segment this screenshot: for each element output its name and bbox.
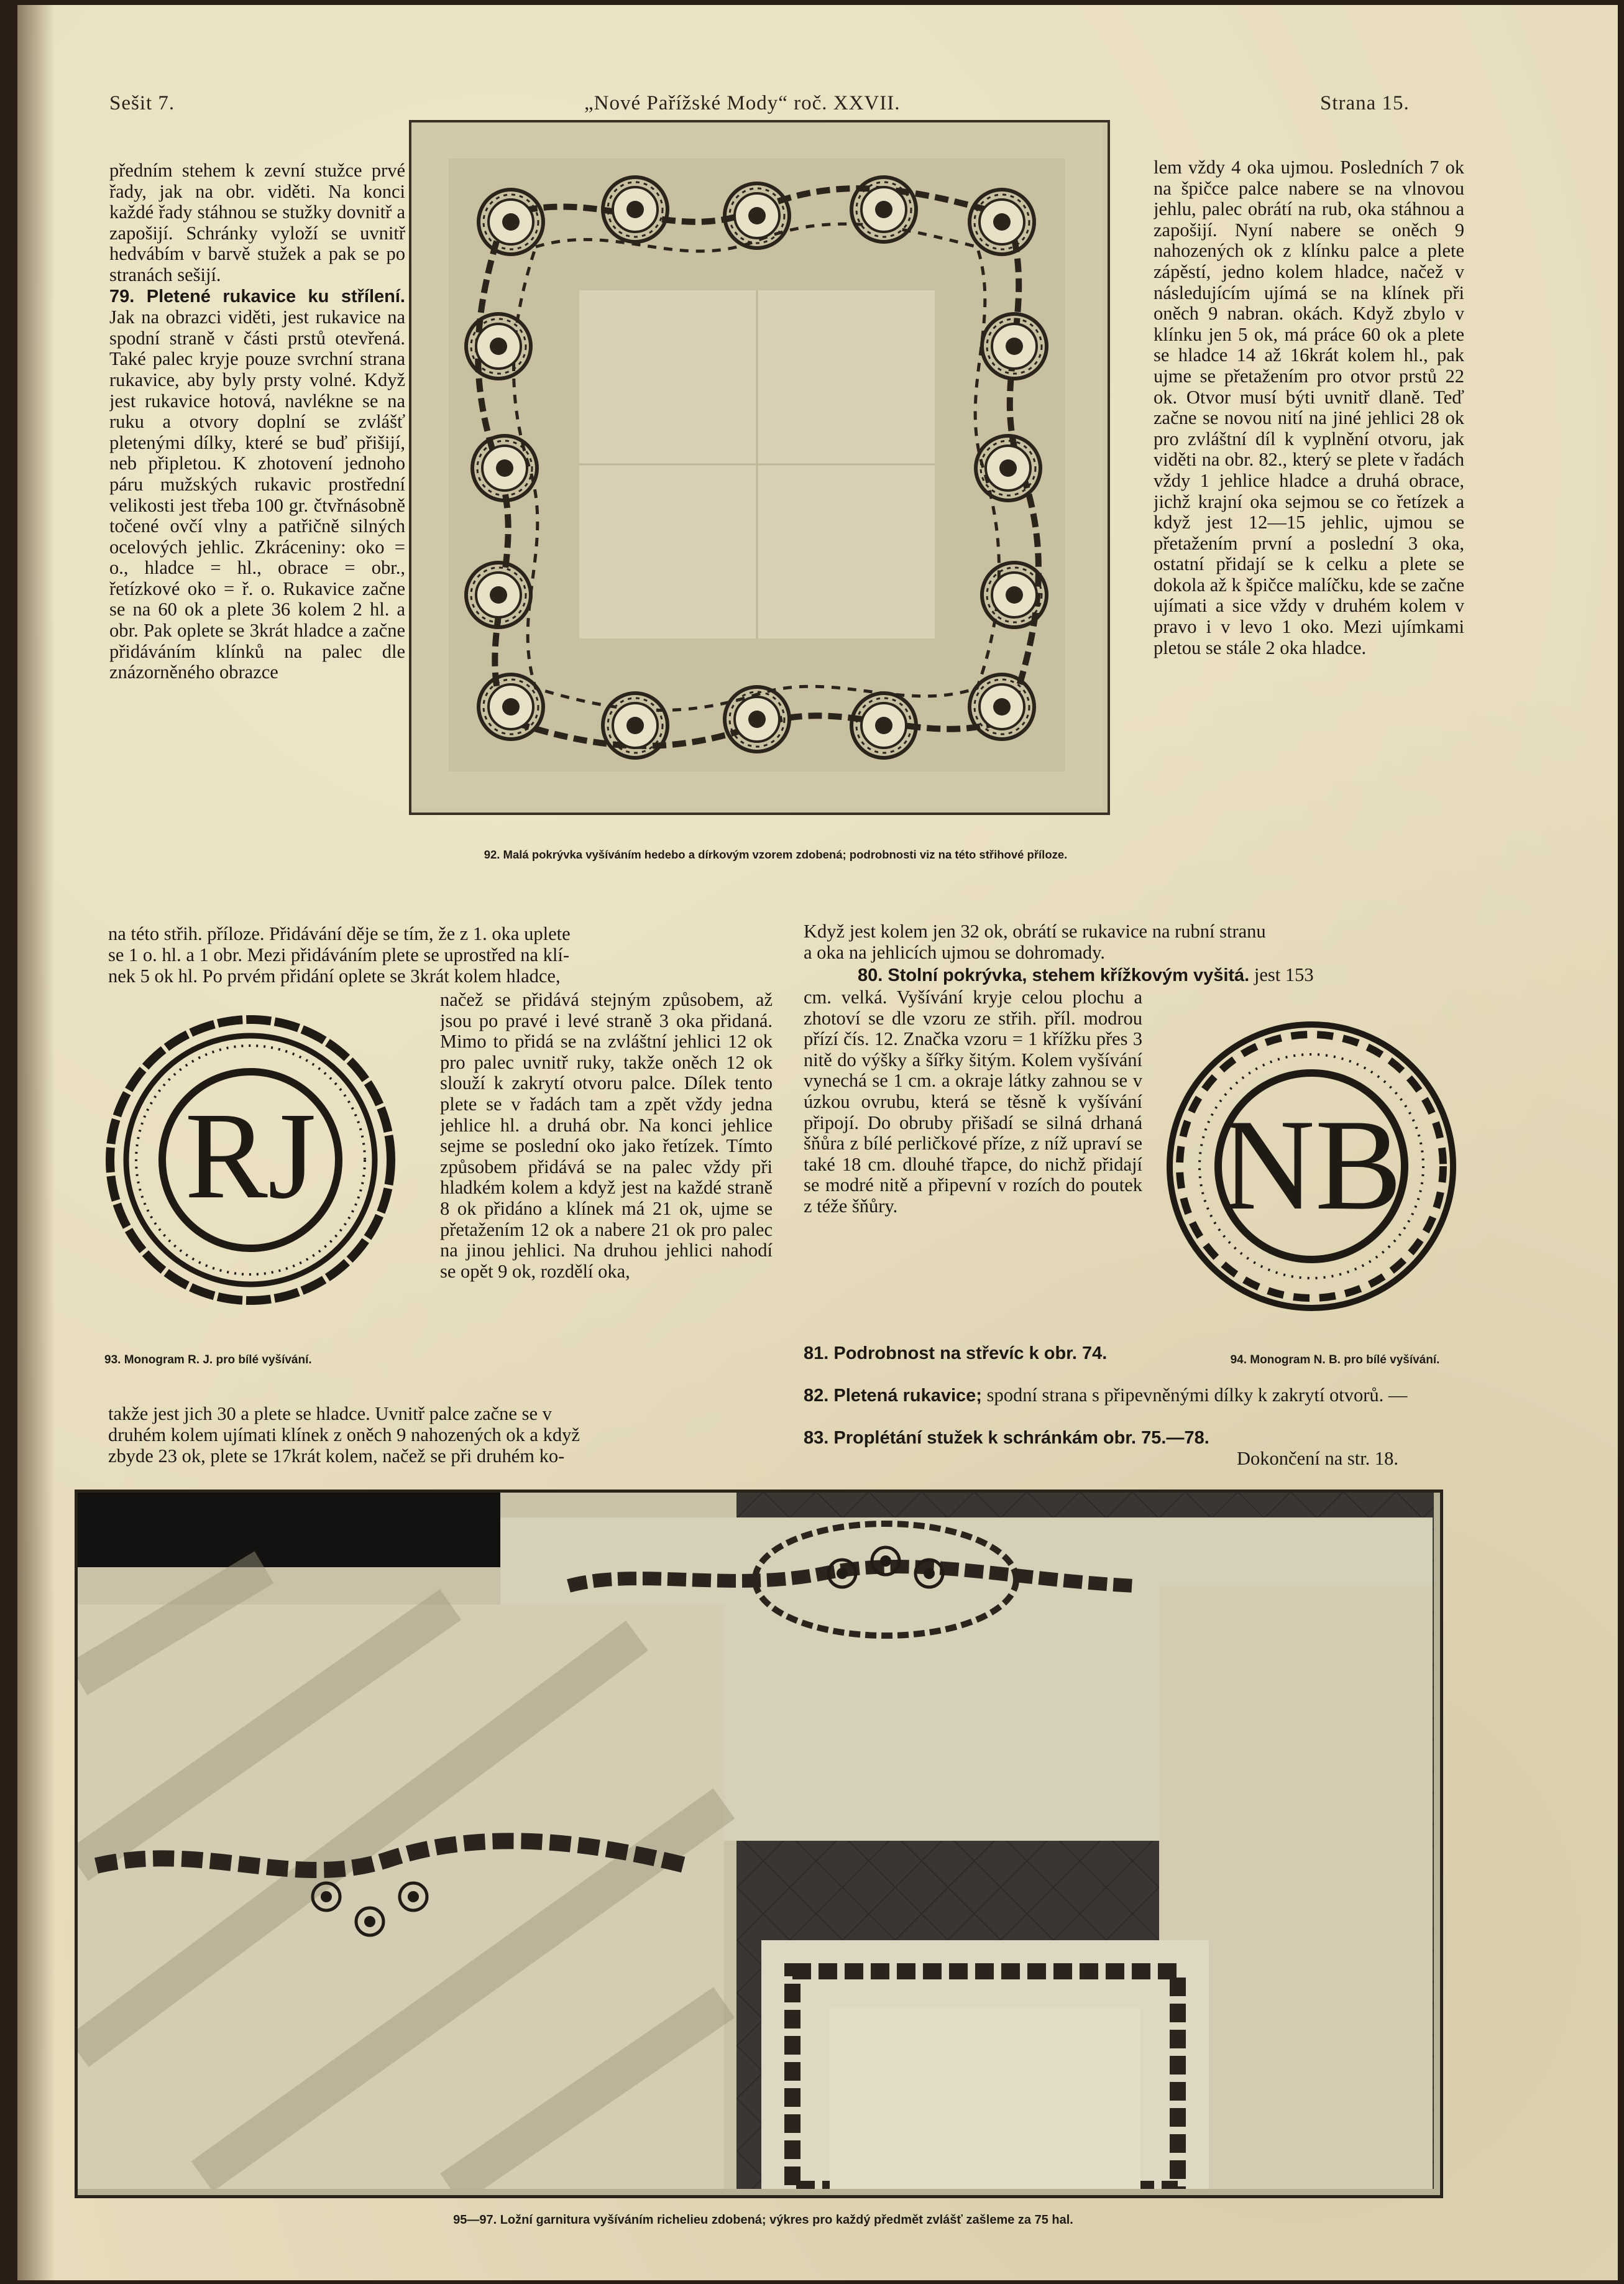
section-80-column [804,987,1142,1340]
section-80-lead: jest 153 [1254,964,1314,985]
figure-93-caption: 93. Monogram R. J. pro bílé vyšívání. [104,1353,312,1366]
monogram-rj-letters: RJ [185,1087,316,1225]
middle-column [440,990,773,1409]
monogram-nb-letters: NB [1221,1093,1402,1237]
span-line-left-1: na této střih. příloze. Přidávání děje se tím, že z 1. oka uplete [108,923,571,944]
figure-95-97-bed-linen-photo [75,1490,1443,2198]
bottom-left-line-2: druhém kolem ujímati klínek z oněch 9 nahozených ok a když [108,1424,580,1445]
figure-94-caption: 94. Monogram N. B. pro bílé vyšívání. [1230,1353,1440,1366]
section-83-heading: 83. Proplétání stužek k schránkám obr. 75.—78. [804,1428,1209,1448]
span-line-right-1: Když jest kolem jen 32 ok, obrátí se rukavice na rubní stranu [804,921,1266,942]
right-column [1154,157,1464,925]
left-intro-text: předním stehem k zevní stužce prvé řady, jak na obr. viděti. Na konci každé řady stáhnou se stužky dovnitř a zapošijí. Schránky vyloží se uvnitř hedvábím v barvě stužek a pak se po stranách sešijí. [109,160,405,285]
binding-shadow [17,5,55,2280]
section-81-heading: 81. Podrobnost na střevíc k obr. 74. [804,1343,1108,1363]
section-81-line [804,1343,1107,1365]
section-80-text: cm. velká. Vyšívání kryje celou plochu a zhotoví se dle vzoru ze střih. příl. modrou přízí čís. 12. Značka vzoru = 1 křížku přes 3 nitě do výšky a šířky šitým. Kolem vyšívání vynechá se 1 cm. a okraje látky zahnou se v úzkou ovrubu, která se těsně k vyšívání připojí. Do obruby přišadí se silná drhaná šňůra z bílé perličkové příze, z níž upraví se také 18 cm. dlouhé třapce, do nichž přidají se modré nitě a připevní v rozích do poutek z téže šňůry. [804,987,1142,1217]
figure-94-monogram-nb [1155,1011,1469,1322]
right-column-text: lem vždy 4 oka ujmou. Posledních 7 ok na špičce palce nabere se na vlnovou jehlu, palec obrátí na rub, oka stáhnou a zapošijí. Nyní nabere se oněch 9 nahozených ok z klínku palce a plete zápěstí, jedno kolem hladce, načež v následujícím ujímá se na klínek při oněch 9 nabran. okách. Když zbylo v klínku jen 5 ok, má práce 60 ok a plete se hladce 14 až 16krát kolem hl., pak ujme se přetažením pro otvor prstů 22 ok. Otvor musí býti uvnitř dlaně. Teď začne se novou nití na jiné jehlici 28 ok pro zvláštní díl k vyplnění otvoru, jak viděti na obr. 82., který se plete v řadách vždy 1 jehlice hladce a druhá obrace, jichž krajní oka sejmou se co řetízek a když jest 12—15 jehlic, ujmou se přetažením první a poslední 3 oka, ostatní přidají se k celku a plete se dokola až k špičce malíčku, kde se začne ujímati a sice vždy v druhém kolem v pravo i v levo 1 oko. Mezi ujímkami pletou se stále 2 oka hladce. [1154,157,1464,658]
header-title: „Nové Pařížské Mody“ roč. XXVII. [584,92,901,114]
span-line-right-2: a oka na jehlicích ujmou se dohromady. [804,942,1106,963]
section-79-heading: 79. Pletené rukavice ku střílení. [109,286,405,306]
section-80-heading: 80. Stolní pokrývka, stehem křížkovým vyšitá. [858,965,1250,985]
figure-92-caption: 92. Malá pokrývka vyšíváním hedebo a dírkovým vzorem zdobená; podrobnosti viz na této střihové příloze. [484,848,1068,861]
span-line-left-3: nek 5 ok hl. Po prvém přidání oplete se 3krát kolem hladce, [108,965,561,987]
span-line-left-2: se 1 o. hl. a 1 obr. Mezi přidáváním plete se uprostřed na klí- [108,944,569,965]
header-issue: Sešit 7. [109,92,175,114]
section-83-line [804,1427,1209,1449]
section-79-text: Jak na obrazci viděti, jest rukavice na spodní straně v části prstů otevřená. Také palec kryje pouze svrchní strana rukavice, aby byly prsty volné. Když jest rukavice hotová, navlékne se na ruku a otvory doplní se zvlášť pletenými dílky, které se buď přišijí, neb připletou. K zhotovení jednoho páru mužských rukavic prostřední velikosti jest třeba 100 gr. čtvřnásobně točené ovčí vlny a patřičně silných ocelových jehlic. Zkráceniny: oko = o., hladce = hl., obrace = obr., řetízkové oko = ř. o. Rukavice začne se na 60 ok a plete 36 kolem 2 hl. a obr. Pak oplete se 3krát hladce a začne přidáváním klínků na palec dle znázorněného obrazce [109,306,405,683]
bottom-left-line-1: takže jest jich 30 a plete se hladce. Uvnitř palce začne se v [108,1403,552,1424]
section-82-heading: 82. Pletená rukavice; [804,1386,982,1406]
magazine-page [17,5,1618,2280]
figure-95-97-caption: 95—97. Ložní garnitura vyšíváním richelieu zdobená; výkres pro každý předmět zvlášť zašleme za 75 hal. [453,2213,1073,2227]
continuation-note: Dokončení na str. 18. [1237,1448,1399,1469]
header-page-number: Strana 15. [1320,92,1410,114]
figure-93-monogram-rj [104,1005,397,1315]
middle-column-text: načež se přidává stejným způsobem, až jsou po pravé i levé straně 3 oka přidaná. Mimo to přidá se na zvláštní jehlici 12 ok pro palec uvnitř ruky, takže oněch 12 ok slouží k zakrytí otvoru palce. Dílek tento plete se v řadách tam a zpět vždy jedna jehlice hl. a druhá obr. Na konci jehlice sejme se poslední oko jako řetízek. Tímto způsobem přidává se na palec vždy při hladkém kolem a když jest na každé straně 8 ok přidáno a klínek má 21 ok, ujme se přetažením 12 ok a nabere 21 ok pro palec na jinou jehlici. Na druhou jehlici nahodí se opět 9 ok, rozdělí oka, [440,990,773,1282]
figure-92-cover-photo [409,120,1110,815]
section-82-text: spodní strana s připevněnými dílky k zakrytí otvorů. — [986,1384,1408,1406]
bottom-left-line-3: zbyde 23 ok, plete se 17krát kolem, načež se při druhém ko- [108,1445,565,1467]
section-82-line [804,1385,1407,1407]
left-column [109,160,405,925]
section-80-heading-line [858,965,1314,987]
